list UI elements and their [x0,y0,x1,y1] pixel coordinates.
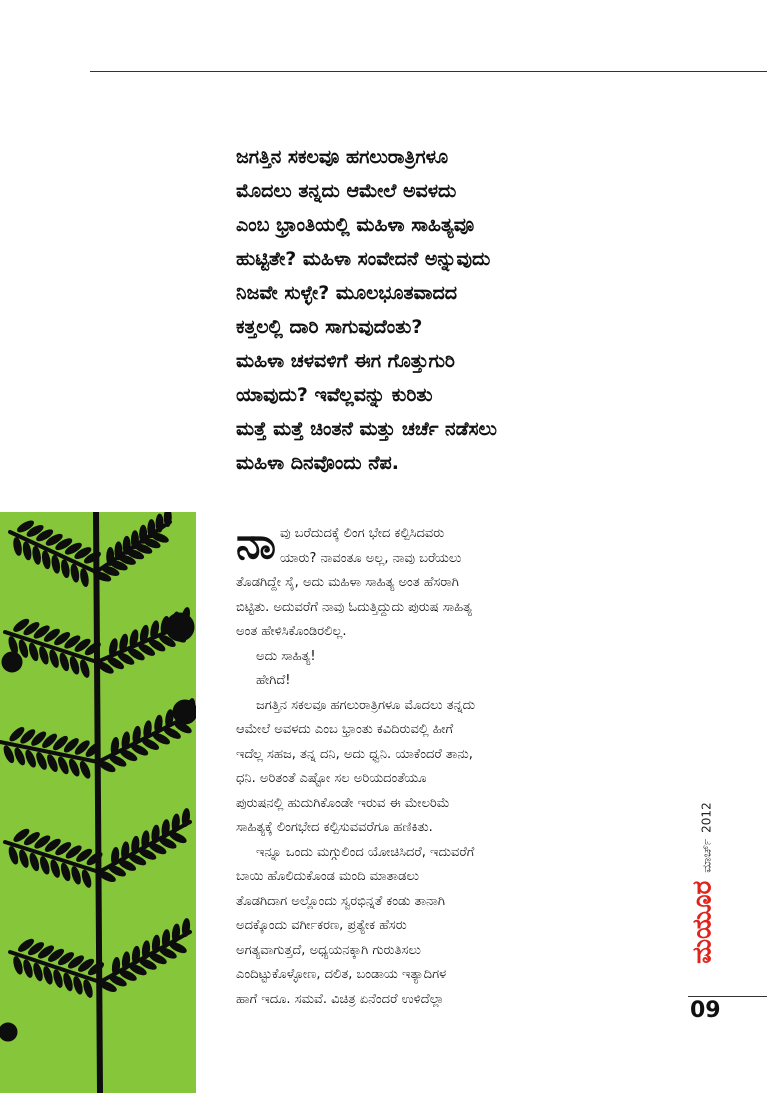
folio-rule [688,996,767,997]
fern-artwork-image [0,512,196,1093]
fern-painting [0,512,196,1093]
body-line: ಜಗತ್ತಿನ ಸಕಲವೂ ಹಗಲುರಾತ್ರಿಗಳೂ ಮೊದಲು ತನ್ನದು [256,697,476,713]
body-line: ಬಿಟ್ಟಿತು. ಅದುವರೆಗೆ ನಾವು ಓದುತ್ತಿದ್ದುದು ಪುರುಷ ಸಾಹಿತ್ಯ [236,599,472,615]
body-line: ಹಾಗೆ ಇದೂ. ಸಮವೆ. ವಿಚಿತ್ರ ಏನೆಂದರೆ ಉಳಿದೆಲ್ಲಾ [236,991,445,1007]
pull-quote-line: ಜಗತ್ತಿನ ಸಕಲವೂ ಹಗಲುರಾತ್ರಿಗಳೂ [236,146,449,168]
fern-stem [96,512,100,1093]
article-body [236,518,598,1012]
pull-quote-line: ಮತ್ತೆ ಮತ್ತೆ ಚಿಂತನೆ ಮತ್ತು ಚರ್ಚೆ ನಡೆಸಲು [236,418,497,440]
body-line: ಹೇಗಿದೆ! [256,673,291,688]
body-line: ಯಾರು? ನಾವಂತೂ ಅಲ್ಲ, ನಾವು ಬರೆಯಲು [280,550,462,566]
fern-leaf [156,514,163,532]
pull-quote-line: ನಿಜವೇ ಸುಳ್ಳೇ? ಮೂಲಭೂತವಾದದ [236,282,458,304]
body-line: ಇದೆಲ್ಲ ಸಹಜ, ತನ್ನ ದನಿ, ಅದು ಧ್ವನಿ. ಯಾಕೆಂದರೆ ತಾನು, [236,746,473,762]
body-line: ತೊಡಗಿದ್ದೇ ಸೈ, ಅದು ಮಹಿಳಾ ಸಾಹಿತ್ಯ ಅಂತ ಹೆಸರಾಗಿ [236,575,459,590]
magazine-logo: ಮಯೂರ [687,880,718,964]
pull-quote-line: ಕತ್ತಲಲ್ಲಿ ದಾರಿ ಸಾಗುವುದೆಂತು? [236,316,423,338]
fern-leaf [164,512,171,527]
pull-quote-line: ಮೊದಲು ತನ್ನದು ಆಮೇಲೆ ಅವಳದು [236,180,457,202]
body-line: ತೊಡಗಿದಾಗ ಅಲ್ಲೊಂದು ಸ್ವರಭಿನ್ನತೆ ಕಂಡು ತಾನಾಗಿ [236,893,445,909]
body-line: ಎಂದಿಟ್ಟುಕೊಳ್ಳೋಣ, ದಲಿತ, ಬಂಡಾಯ ಇತ್ಯಾದಿಗಳ [236,967,447,982]
pull-quote-line: ಮಹಿಳಾ ದಿನವೊಂದು ನೆಪ. [236,452,399,474]
pull-quote-line: ಯಾವುದು? ಇವೆಲ್ಲವನ್ನು ಕುರಿತು [236,384,433,406]
pull-quote-line: ಮಹಿಳಾ ಚಳವಳಿಗೆ ಈಗ ಗೊತ್ತುಗುರಿ [236,350,455,372]
fern-berry [173,700,196,724]
body-line: ಅಗತ್ಯವಾಗುತ್ತದೆ, ಅಧ್ಯಯನಕ್ಕಾಗಿ ಗುರುತಿಸಲು [236,942,421,958]
body-line: ಆಮೇಲೆ ಅವಳದು ಎಂಬ ಭ್ರಾಂತು ಕವಿದಿರುವಲ್ಲಿ ಹೀಗೆ [236,722,454,737]
body-line: ಧನಿ. ಅರಿತಂತೆ ಎಷ್ಟೋ ಸಲ ಅರಿಯದಂತೆಯೂ [236,771,427,786]
body-line: ಅದಕ್ಕೊಂದು ವರ್ಗೀಕರಣ, ಪ್ರತ್ಯೇಕ ಹೆಸರು [236,918,407,933]
body-line: ಅದು ಸಾಹಿತ್ಯ! [256,648,316,664]
drop-cap: ನಾ [236,518,276,569]
body-line: ವು ಬರೆದುದಕ್ಕೆ ಲಿಂಗ ಭೇದ ಕಲ್ಪಿಸಿದವರು [280,526,445,541]
issue-month: ಮಾರ್ಚ್ [699,838,714,873]
body-line: ಬಾಯಿ ಹೊಲಿದುಕೊಂಡ ಮಂದಿ ಮಾತಾಡಲು [236,869,419,884]
pull-quote [236,140,636,480]
pull-quote-line: ಎಂಬ ಭ್ರಾಂತಿಯಲ್ಲಿ ಮಹಿಳಾ ಸಾಹಿತ್ಯವೂ [236,214,475,236]
fern-berry [0,1023,17,1041]
issue-year: 2012 [699,802,714,833]
masthead-strip [688,788,718,978]
pull-quote-line: ಹುಟ್ಟಿತೇ? ಮಹಿಳಾ ಸಂವೇದನೆ ಅನ್ನುವುದು [236,248,491,270]
body-line: ಅಂತ ಹೇಳಿಸಿಕೊಂಡಿರಲಿಲ್ಲ. [236,624,347,639]
fern-berry [166,613,194,641]
page-number: 09 [690,998,721,1023]
body-line: ಪುರುಷನಲ್ಲಿ ಹುದುಗಿಕೊಂಡೇ ಇರುವ ಈ ಮೇಲರಿಮೆ [236,795,450,811]
header-rule [90,71,767,72]
body-line: ಇನ್ನೂ ಒಂದು ಮಗ್ಗುಲಿಂದ ಯೋಚಿಸಿದರೆ, ಇದುವರೆಗೆ [256,844,475,860]
body-line: ಸಾಹಿತ್ಯಕ್ಕೆ ಲಿಂಗಭೇದ ಕಲ್ಪಿಸುವವರೆಗೂ ಹಣಿಕಿತು. [236,820,433,835]
masthead-label [688,802,719,963]
fern-berry [2,652,22,672]
